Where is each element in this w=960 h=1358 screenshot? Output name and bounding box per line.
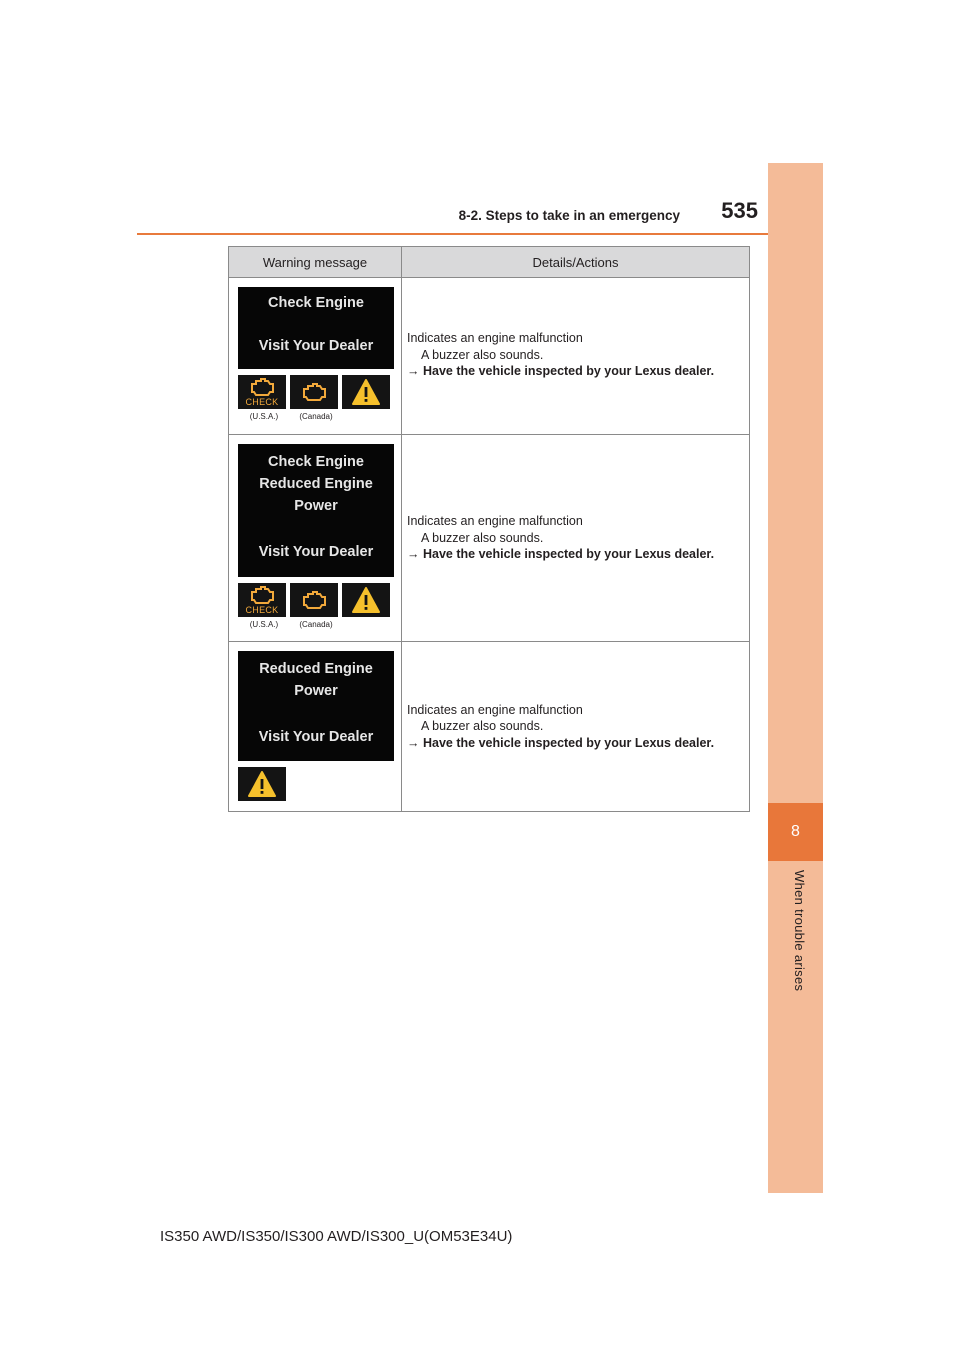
arrow-icon: → — [407, 735, 420, 750]
warning-triangle-icon — [238, 767, 286, 801]
screen-line: Check Engine — [268, 454, 364, 470]
screen-line: Reduced Engine — [259, 661, 373, 677]
indicator-icons — [238, 583, 401, 617]
action-text: Have the vehicle inspected by your Lexus dealer. — [422, 364, 715, 378]
details-text: Indicates an engine malfunction — [407, 702, 583, 717]
action-line — [407, 735, 749, 752]
screen-line: Power — [294, 683, 338, 699]
display-screen — [238, 444, 394, 577]
warning-triangle-icon — [342, 583, 390, 617]
screen-line: Visit Your Dealer — [258, 729, 374, 745]
indicator-icons — [238, 767, 401, 801]
region-label-usa: (U.S.A.) — [249, 620, 279, 629]
screen-line: Reduced Engine — [259, 476, 373, 492]
display-screen — [238, 287, 394, 369]
check-label: CHECK — [245, 605, 279, 615]
details-cell — [402, 435, 750, 642]
buzzer-note: A buzzer also sounds. — [421, 530, 544, 545]
warning-triangle-icon — [342, 375, 390, 409]
warning-message-cell — [229, 435, 402, 642]
details-cell — [402, 642, 750, 812]
warning-message-cell — [229, 642, 402, 812]
display-screen — [238, 651, 394, 761]
engine-check-icon — [238, 583, 286, 617]
action-line — [407, 363, 749, 380]
region-label-canada: (Canada) — [299, 620, 333, 629]
details-cell — [402, 278, 750, 435]
column-header-warning-message: Warning message — [229, 247, 402, 278]
screen-line: Check Engine — [268, 295, 364, 311]
arrow-icon: → — [407, 364, 420, 378]
screen-line: Visit Your Dealer — [258, 544, 374, 560]
action-text: Have the vehicle inspected by your Lexus dealer. — [422, 735, 715, 750]
region-label-canada: (Canada) — [299, 412, 333, 421]
buzzer-note: A buzzer also sounds. — [421, 719, 544, 734]
page-number: 535 — [721, 198, 758, 223]
header-rule — [137, 233, 823, 235]
engine-icon — [290, 375, 338, 409]
warning-message-cell — [229, 278, 402, 435]
chapter-label: When trouble arises — [792, 870, 807, 992]
footer-model-text: IS350 AWD/IS350/IS300 AWD/IS300_U(OM53E34U) — [160, 1228, 513, 1245]
table-row — [229, 642, 750, 812]
chapter-side-tab — [768, 163, 823, 1193]
engine-check-icon — [238, 375, 286, 409]
engine-icon — [290, 583, 338, 617]
screen-line: Power — [294, 498, 338, 514]
action-text: Have the vehicle inspected by your Lexus dealer. — [422, 547, 715, 562]
chapter-number: 8 — [768, 803, 823, 861]
indicator-icons — [238, 375, 401, 409]
table-row — [229, 435, 750, 642]
region-labels — [238, 620, 401, 629]
region-label-usa: (U.S.A.) — [249, 412, 279, 421]
table-header-row — [229, 247, 750, 278]
screen-line: Visit Your Dealer — [258, 338, 374, 354]
details-text: Indicates an engine malfunction — [407, 331, 583, 345]
arrow-icon: → — [407, 547, 420, 562]
column-header-details-actions: Details/Actions — [402, 247, 750, 278]
check-label: CHECK — [245, 397, 279, 407]
action-line — [407, 546, 749, 563]
buzzer-note: A buzzer also sounds. — [421, 347, 544, 362]
region-labels — [238, 412, 401, 421]
table-row — [229, 278, 750, 435]
warning-table — [228, 246, 750, 812]
section-title: 8-2. Steps to take in an emergency — [458, 208, 680, 223]
details-text: Indicates an engine malfunction — [407, 514, 583, 529]
